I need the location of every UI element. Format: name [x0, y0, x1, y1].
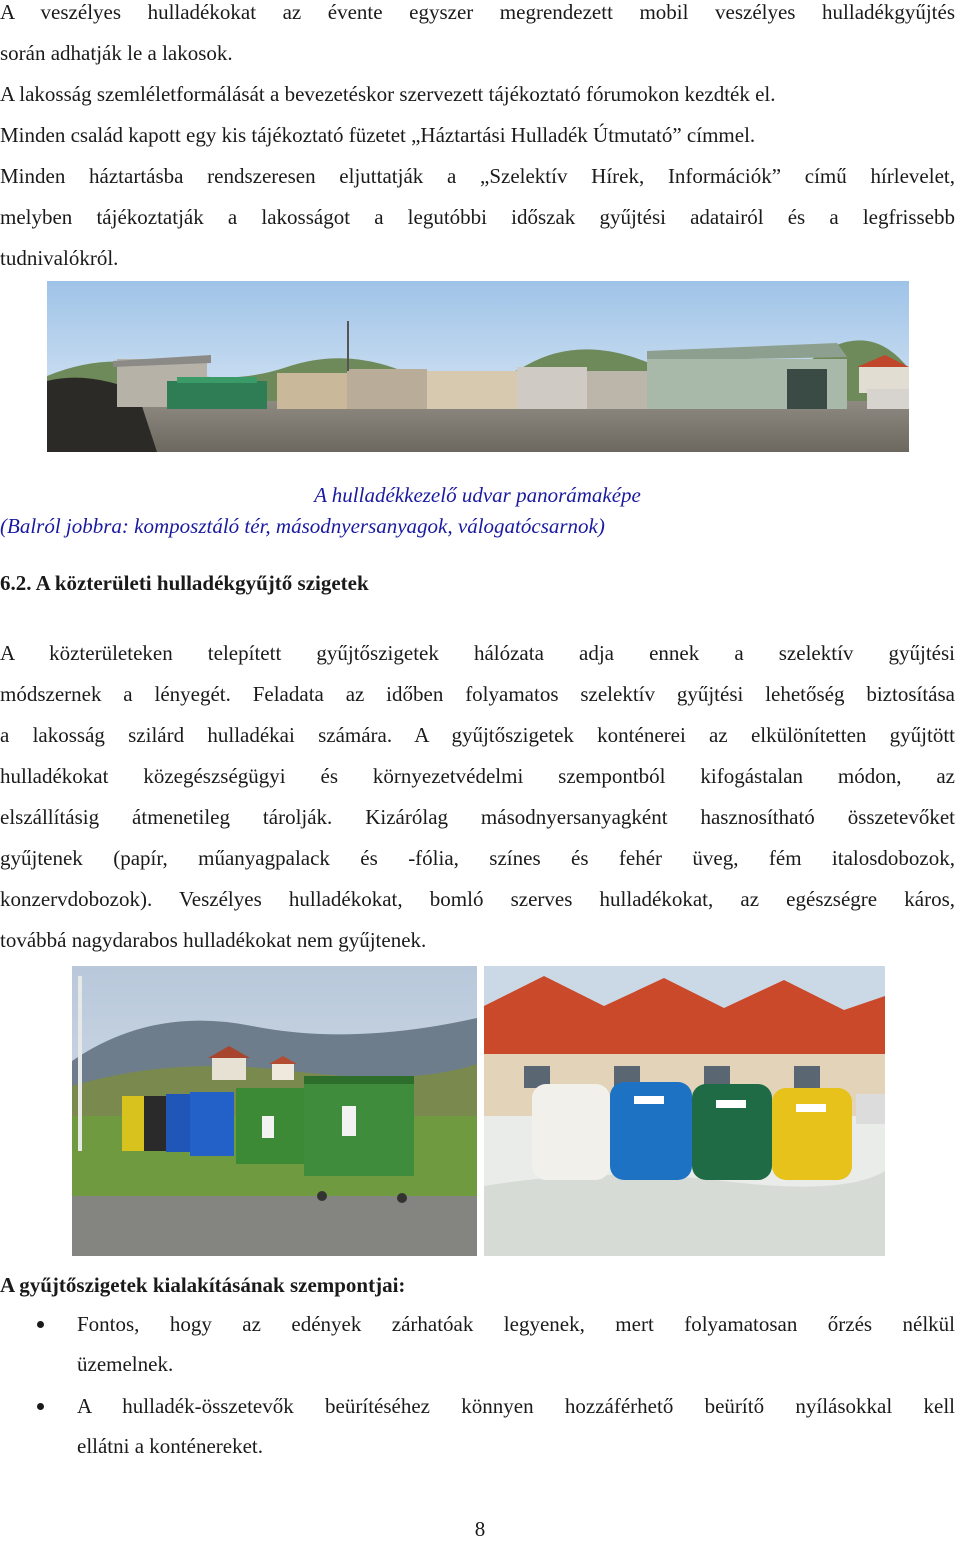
text-line: hulladékokat közegészségügyi és környezetvédelmi szempontból kifogástalan módon, az — [0, 764, 955, 788]
text-line: tudnivalókról. — [0, 246, 119, 270]
text-line: ellátni a konténereket. — [77, 1434, 263, 1458]
bullet-icon — [37, 1403, 44, 1410]
text-line: A hulladék-összetevők beürítéséhez könnyen hozzáférhető beürítő nyílásokkal kell — [77, 1394, 955, 1418]
collection-bins-photo-left — [72, 966, 477, 1256]
collection-bins-photo-right — [484, 966, 885, 1256]
text-line: A veszélyes hulladékokat az évente egyszer megrendezett mobil veszélyes hulladékgyűjtés — [0, 0, 955, 24]
text-line: A lakosság szemléletformálását a bevezetéskor szervezett tájékoztató fórumokon kezdték el. — [0, 82, 776, 106]
panorama-photo — [47, 281, 909, 452]
main-paragraph — [0, 633, 955, 961]
caption-subtitle: (Balról jobbra: komposztáló tér, másodnyersanyagok, válogatócsarnok) — [0, 514, 605, 538]
text-line: során adhatják le a lakosok. — [0, 41, 233, 65]
text-line: melyben tájékoztatják a lakosságot a legutóbbi időszak gyűjtési adatairól és a legfrissebb — [0, 205, 955, 229]
text-line: továbbá nagydarabos hulladékokat nem gyűjtenek. — [0, 928, 427, 952]
subheading: A gyűjtőszigetek kialakításának szempontjai: — [0, 1273, 406, 1297]
text-line: elszállításig átmenetileg tárolják. Kizárólag másodnyersanyagként hasznosítható összetevőket — [0, 805, 955, 829]
list-item — [0, 1304, 955, 1384]
bullet-icon — [37, 1321, 44, 1328]
text-line: A közterületeken telepített gyűjtőszigetek hálózata adja ennek a szelektív gyűjtési — [0, 641, 955, 665]
section-heading: 6.2. A közterületi hulladékgyűjtő szigetek — [0, 571, 369, 595]
text-line: a lakosság szilárd hulladékai számára. A gyűjtőszigetek konténerei az elkülönítetten gyűjtött — [0, 723, 955, 747]
panorama-caption — [0, 480, 955, 542]
text-line: Fontos, hogy az edények zárhatóak legyenek, mert folyamatosan őrzés nélkül — [77, 1312, 955, 1336]
intro-paragraph — [0, 0, 955, 279]
list-item — [0, 1386, 955, 1466]
page-number: 8 — [474, 1517, 486, 1541]
text-line: módszernek a lényegét. Feladata az időben folyamatos szelektív gyűjtési lehetőség biztosítása — [0, 682, 955, 706]
criteria-list — [0, 1304, 955, 1468]
text-line: Minden család kapott egy kis tájékoztató füzetet „Háztartási Hulladék Útmutató” címmel. — [0, 123, 756, 147]
caption-title: A hulladékkezelő udvar panorámaképe — [314, 483, 641, 507]
text-line: gyűjtenek (papír, műanyagpalack és -fólia, színes és fehér üveg, fém italosdobozok, — [0, 846, 955, 870]
text-line: üzemelnek. — [77, 1352, 174, 1376]
text-line: konzervdobozok). Veszélyes hulladékokat, bomló szerves hulladékokat, az egészségre káros, — [0, 887, 955, 911]
text-line: Minden háztartásba rendszeresen eljuttatják a „Szelektív Hírek, Információk” című hírlevelet, — [0, 164, 955, 188]
